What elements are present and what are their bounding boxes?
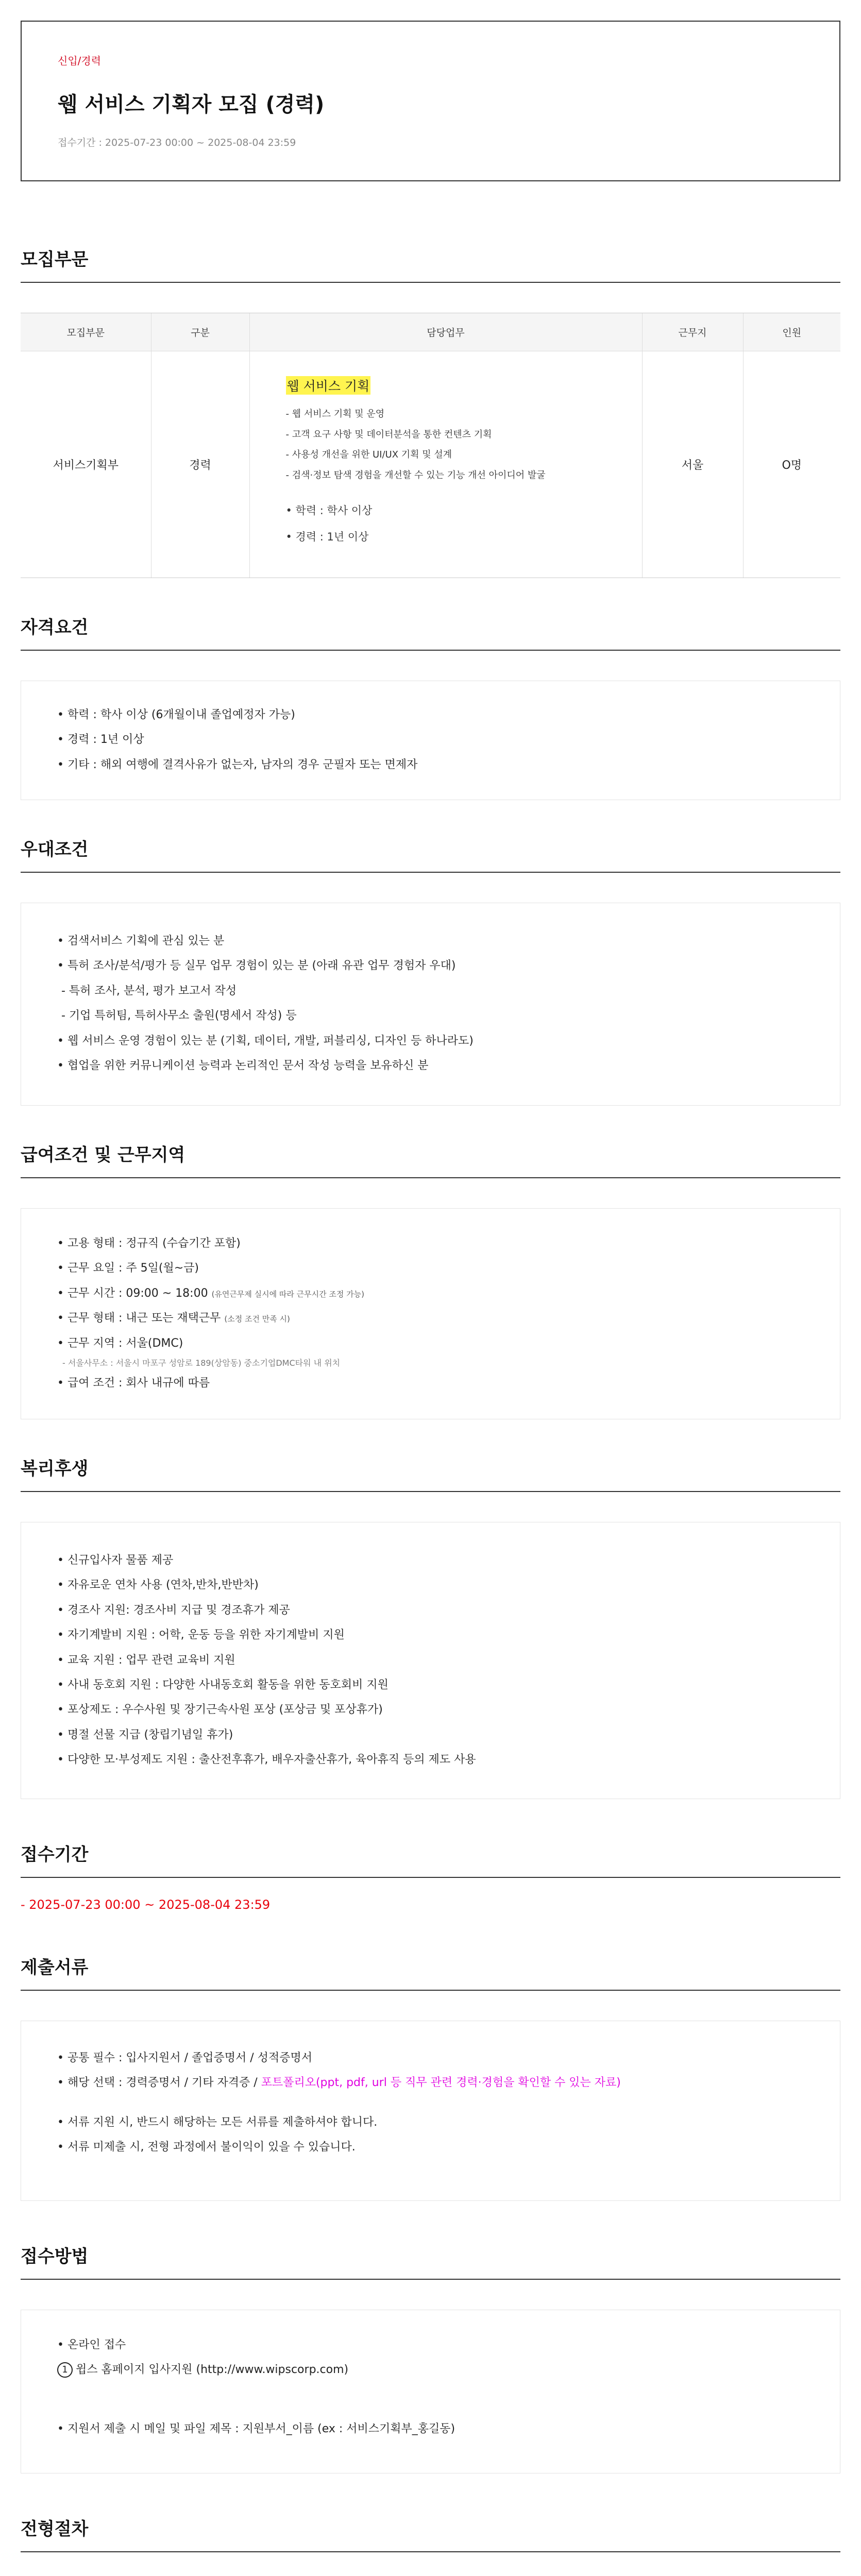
type-cell: 경력	[151, 351, 249, 578]
documents-box	[21, 2021, 840, 2201]
section-title: 우대조건	[21, 835, 840, 873]
hours-text: • 근무 시간 : 09:00 ~ 18:00	[57, 1286, 208, 1300]
section-title: 자격요건	[21, 613, 840, 651]
section-qualification	[21, 613, 840, 800]
list-item: • 경력 : 1년 이상	[57, 733, 144, 747]
list-item: • 특허 조사/분석/평가 등 실무 업무 경험이 있는 분 (아래 유관 업무 경험자 우대)	[57, 959, 456, 973]
list-item: • 지원서 제출 시 메일 및 파일 제목 : 지원부서_이름 (ex : 서비스기획부_홍길동)	[57, 2422, 455, 2435]
section-method	[21, 2242, 840, 2473]
optional-docs: • 해당 선택 : 경력증명서 / 기타 자격증 /	[57, 2076, 261, 2090]
job-posting	[21, 21, 840, 2576]
list-item: • 명절 선물 지급 (창립기념일 휴가)	[57, 1728, 233, 1741]
list-item: • 공통 필수 : 입사지원서 / 졸업증명서 / 성적증명서	[57, 2052, 312, 2064]
spacer	[57, 2383, 804, 2417]
list-item: • 사내 동호회 지원 : 다양한 사내동호회 활동을 위한 동호회비 지원	[57, 1678, 389, 1691]
address-item: - 서울사무소 : 서울시 마포구 성암로 189(상암동) 중소기업DMC타워 내 위치	[62, 1358, 341, 1368]
section-title: 급여조건 및 근무지역	[21, 1141, 840, 1178]
section-preference	[21, 835, 840, 1106]
section-title: 모집부문	[21, 245, 840, 283]
documents-list	[57, 2046, 804, 2160]
style-note: (소정 조건 만족 시)	[224, 1314, 290, 1324]
list-item: • 기타 : 해외 여행에 결격사유가 없는자, 남자의 경우 군필자 또는 면제자	[57, 758, 418, 771]
list-item: • 교육 지원 : 업무 관련 교육비 지원	[57, 1653, 235, 1667]
list-item: • 급여 조건 : 회사 내규에 따름	[57, 1376, 210, 1389]
homepage-link[interactable]: 윕스 홈페이지 입사지원 (http://www.wipscorp.com)	[76, 2363, 349, 2377]
welfare-box	[21, 1522, 840, 1799]
spacer	[286, 485, 606, 498]
section-welfare	[21, 1454, 840, 1799]
list-item: • 웹 서비스 운영 경험이 있는 분 (기획, 데이터, 개발, 퍼블리싱, 디자인 등 하나라도)	[57, 1034, 474, 1047]
division-table	[21, 313, 840, 578]
duty-list	[286, 404, 606, 550]
list-item: • 고용 형태 : 정규직 (수습기간 포함)	[57, 1237, 241, 1250]
list-item	[57, 1281, 804, 1306]
portfolio-note: 포트폴리오(ppt, pdf, url 등 직무 관련 경력·경험을 확인할 수 있는 자료)	[261, 2076, 621, 2090]
list-item: • 자기계발비 지원 : 어학, 운동 등을 위한 자기계발비 지원	[57, 1629, 345, 1642]
list-item: • 학력 : 학사 이상	[285, 504, 373, 517]
list-item: • 협업을 위한 커뮤니케이션 능력과 논리적인 문서 작성 능력을 보유하신 분	[57, 1059, 429, 1072]
list-item	[57, 2071, 804, 2095]
list-item: - 사용성 개선을 위한 UI/UX 기획 및 설계	[285, 449, 452, 461]
list-item: • 서류 지원 시, 반드시 해당하는 모든 서류를 제출하셔야 합니다.	[57, 2115, 378, 2129]
welfare-list	[57, 1548, 804, 1773]
job-title: 웹 서비스 기획자 모집 (경력)	[58, 93, 325, 116]
category-label: 신입/경력	[58, 55, 102, 67]
section-title: 접수기간	[21, 1840, 840, 1878]
section-deadline	[21, 1840, 840, 1912]
list-item: - 특허 조사, 분석, 평가 보고서 작성	[61, 984, 237, 997]
column-header: 구분	[151, 313, 249, 351]
section-process	[21, 2515, 840, 2576]
dept-cell: 서비스기획부	[21, 351, 151, 578]
hours-note: (유연근무제 실시에 따라 근무시간 조정 가능)	[211, 1289, 364, 1299]
section-title: 제출서류	[21, 1953, 840, 1991]
spacer	[57, 2096, 804, 2110]
list-item: • 검색서비스 기획에 관심 있는 분	[57, 935, 225, 947]
section-conditions	[21, 1141, 840, 1419]
qualification-box	[21, 681, 840, 800]
list-item: • 포상제도 : 우수사원 및 장기근속사원 포상 (포상금 및 포상휴가)	[57, 1703, 383, 1717]
deadline-text: - 2025-07-23 00:00 ~ 2025-08-04 23:59	[21, 1897, 271, 1912]
table-header-row	[21, 313, 840, 351]
duty-heading: 웹 서비스 기획	[286, 376, 371, 395]
conditions-box	[21, 1208, 840, 1419]
list-item: • 온라인 접수	[57, 2338, 126, 2351]
posting-header	[21, 21, 840, 181]
list-item: • 학력 : 학사 이상 (6개월이내 졸업예정자 가능)	[57, 708, 295, 721]
list-item: • 경조사 지원: 경조사비 지급 및 경조휴가 제공	[57, 1603, 290, 1617]
list-item: - 웹 서비스 기획 및 운영	[285, 409, 385, 419]
qualification-list	[57, 703, 804, 777]
list-item: • 서류 미제출 시, 전형 과정에서 불이익이 있을 수 있습니다.	[57, 2141, 356, 2154]
list-item: • 다양한 모·부성제도 지원 : 출산전후휴가, 배우자출산휴가, 육아휴직 등의 제도 사용	[57, 1753, 476, 1767]
column-header: 담당업무	[249, 313, 642, 351]
column-header: 인원	[743, 313, 840, 351]
method-box	[21, 2310, 840, 2473]
list-item	[57, 1306, 804, 1331]
conditions-list	[57, 1231, 804, 1396]
list-item: • 근무 요일 : 주 5일(월~금)	[57, 1262, 199, 1275]
list-item: - 검색·정보 탐색 경험을 개선할 수 있는 기능 개선 아이디어 발굴	[285, 469, 546, 481]
style-text: • 근무 형태 : 내근 또는 재택근무	[57, 1312, 221, 1325]
list-item	[57, 2358, 804, 2382]
headcount-cell: O명	[743, 351, 840, 578]
section-division	[21, 245, 840, 578]
section-documents	[21, 1953, 840, 2201]
number-badge: 1	[57, 2362, 73, 2378]
column-header: 근무지	[642, 313, 743, 351]
table-row	[21, 351, 840, 578]
method-list	[57, 2333, 804, 2442]
section-title: 복리후생	[21, 1454, 840, 1492]
list-item: - 고객 요구 사항 및 데이터분석을 통한 컨텐츠 기획	[285, 429, 492, 440]
preference-list	[57, 929, 804, 1078]
duty-cell	[249, 351, 642, 578]
column-header: 모집부문	[21, 313, 151, 351]
list-item: • 자유로운 연차 사용 (연차,반차,반반차)	[57, 1579, 259, 1592]
list-item: • 경력 : 1년 이상	[285, 530, 369, 543]
preference-box	[21, 903, 840, 1106]
list-item: - 기업 특허팀, 특허사무소 출원(명세서 작성) 등	[61, 1009, 297, 1023]
application-period: 접수기간 : 2025-07-23 00:00 ~ 2025-08-04 23:59	[58, 137, 296, 148]
location-cell: 서울	[642, 351, 743, 578]
list-item: • 근무 지역 : 서울(DMC)	[57, 1336, 183, 1350]
section-title: 전형절차	[21, 2515, 840, 2552]
list-item: • 신규입사자 물품 제공	[57, 1554, 174, 1567]
section-title: 접수방법	[21, 2242, 840, 2280]
